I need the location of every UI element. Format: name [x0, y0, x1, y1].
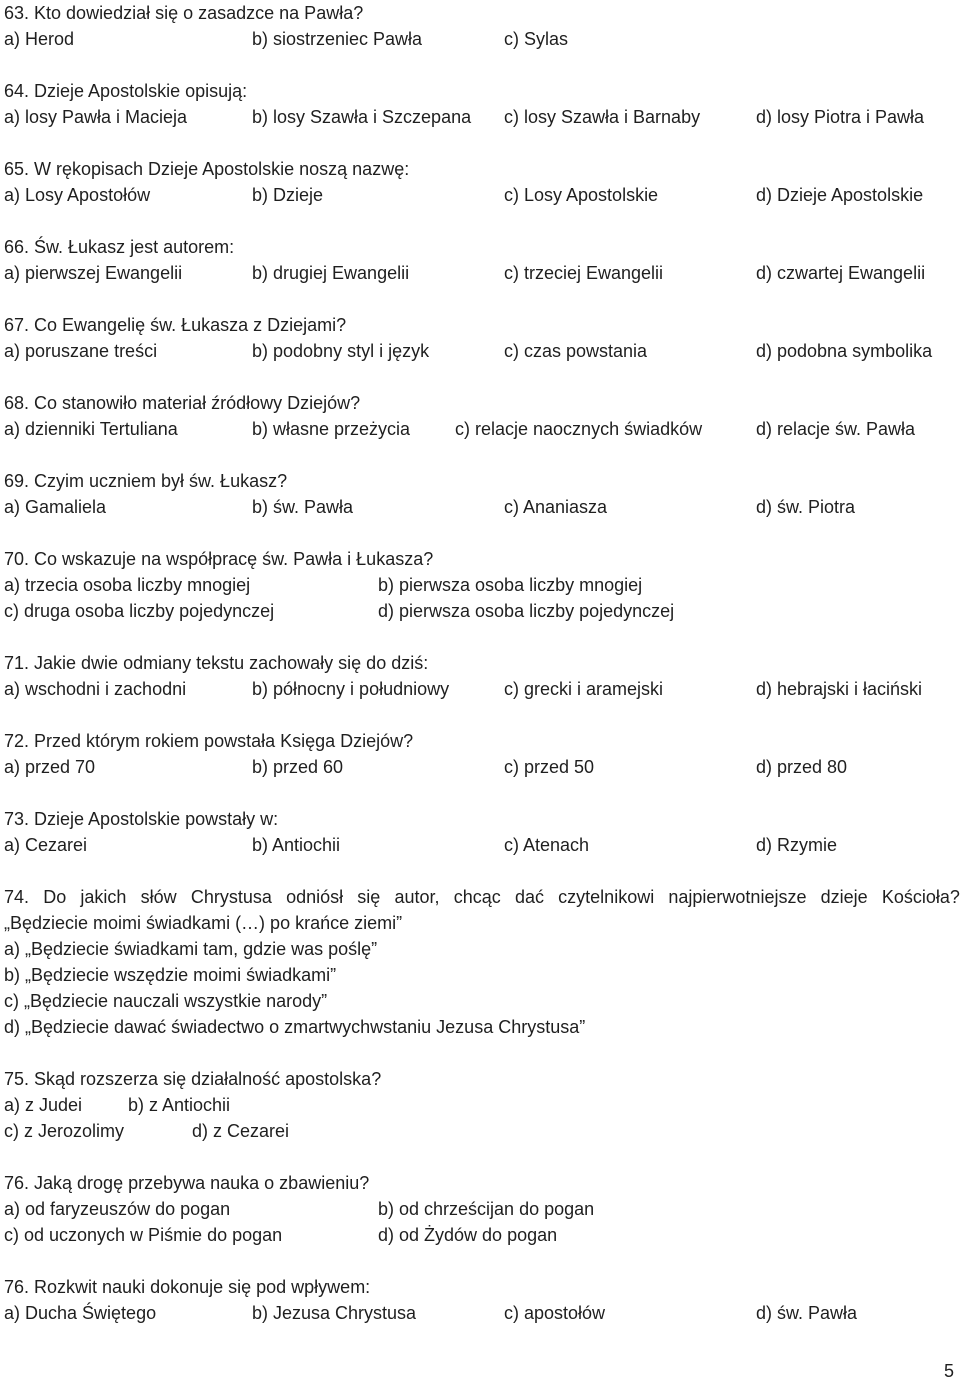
question-text: 65. W rękopisach Dzieje Apostolskie noszą nazwę: — [4, 159, 410, 179]
answer-a: a) Ducha Świętego — [4, 1303, 157, 1323]
question-64 — [4, 78, 956, 130]
question-text: 63. Kto dowiedział się o zasadzce na Pawła? — [4, 3, 364, 23]
question-76-first — [4, 1170, 956, 1248]
question-text: 71. Jakie dwie odmiany tekstu zachowały się do dziś: — [4, 653, 429, 673]
question-text: 68. Co stanowiło materiał źródłowy Dziejów? — [4, 393, 361, 413]
question-72 — [4, 728, 956, 780]
question-69 — [4, 468, 956, 520]
question-65 — [4, 156, 956, 208]
answer-a: a) Herod — [4, 29, 75, 49]
answer-d: d) czwartej Ewangelii — [756, 263, 926, 283]
answer-d: d) od Żydów do pogan — [378, 1225, 558, 1245]
quiz-page — [4, 0, 960, 1326]
answer-a: a) przed 70 — [4, 757, 96, 777]
question-73 — [4, 806, 956, 858]
answer-d: d) podobna symbolika — [756, 341, 933, 361]
answer-a: a) trzecia osoba liczby mnogiej — [4, 575, 251, 595]
answer-c: c) Ananiasza — [504, 497, 608, 517]
answer-d: d) z Cezarei — [192, 1121, 290, 1141]
answer-c: c) przed 50 — [504, 757, 595, 777]
question-text: 66. Św. Łukasz jest autorem: — [4, 237, 235, 257]
answer-b: b) Dzieje — [252, 185, 324, 205]
answer-c: c) Sylas — [504, 29, 569, 49]
answer-a: a) Cezarei — [4, 835, 88, 855]
answer-d: d) Rzymie — [756, 835, 838, 855]
answer-a: a) wschodni i zachodni — [4, 679, 187, 699]
answer-b: b) pierwsza osoba liczby mnogiej — [378, 575, 643, 595]
answer-b: b) św. Pawła — [252, 497, 354, 517]
answer-d: d) hebrajski i łaciński — [756, 679, 923, 699]
question-text: 70. Co wskazuje na współpracę św. Pawła i Łukasza? — [4, 549, 434, 569]
answer-a: a) Gamaliela — [4, 497, 107, 517]
answer-a: a) pierwszej Ewangelii — [4, 263, 183, 283]
answer-a: a) dzienniki Tertuliana — [4, 419, 178, 439]
answer-a: a) Losy Apostołów — [4, 185, 151, 205]
answer-a: a) od faryzeuszów do pogan — [4, 1199, 231, 1219]
answer-d: d) pierwsza osoba liczby pojedynczej — [378, 601, 675, 621]
answer-d: d) Dzieje Apostolskie — [756, 185, 924, 205]
answer-b: b) własne przeżycia — [252, 419, 411, 439]
question-71 — [4, 650, 956, 702]
answer-c: c) grecki i aramejski — [504, 679, 664, 699]
answer-a: a) z Judei — [4, 1095, 83, 1115]
answer-d: d) św. Pawła — [756, 1303, 858, 1323]
question-text: 69. Czyim uczniem był św. Łukasz? — [4, 471, 288, 491]
answer-d: d) przed 80 — [756, 757, 848, 777]
question-text: 72. Przed którym rokiem powstała Księga Dziejów? — [4, 731, 414, 751]
question-text: 76. Rozkwit nauki dokonuje się pod wpływem: — [4, 1277, 371, 1297]
question-63 — [4, 0, 956, 52]
scripture-quote: „Będziecie moimi świadkami (…) po krańce ziemi” — [4, 913, 403, 933]
answer-c: c) losy Szawła i Barnaby — [504, 107, 701, 127]
answer-c: c) druga osoba liczby pojedynczej — [4, 601, 275, 621]
answer-c: c) Atenach — [504, 835, 590, 855]
question-66 — [4, 234, 956, 286]
answer-c: c) czas powstania — [504, 341, 648, 361]
answer-d: d) relacje św. Pawła — [756, 419, 916, 439]
question-text: 67. Co Ewangelię św. Łukasza z Dziejami? — [4, 315, 347, 335]
answer-c: c) relacje naocznych świadków — [455, 419, 703, 439]
question-text: 64. Dzieje Apostolskie opisują: — [4, 81, 248, 101]
answer-c: c) od uczonych w Piśmie do pogan — [4, 1225, 283, 1245]
answer-d: d) „Będziecie dawać świadectwo o zmartwychwstaniu Jezusa Chrystusa” — [4, 1017, 586, 1037]
question-text: 75. Skąd rozszerza się działalność apostolska? — [4, 1069, 382, 1089]
answer-b: b) siostrzeniec Pawła — [252, 29, 423, 49]
answer-c: c) trzeciej Ewangelii — [504, 263, 664, 283]
answer-c: c) Losy Apostolskie — [504, 185, 659, 205]
answer-b: b) Antiochii — [252, 835, 341, 855]
answer-b: b) drugiej Ewangelii — [252, 263, 410, 283]
question-70 — [4, 546, 956, 624]
answer-d: d) św. Piotra — [756, 497, 856, 517]
answer-d: d) losy Piotra i Pawła — [756, 107, 925, 127]
question-74 — [4, 884, 960, 1040]
question-text: 73. Dzieje Apostolskie powstały w: — [4, 809, 279, 829]
answer-b: b) od chrześcijan do pogan — [378, 1199, 595, 1219]
answer-c: c) z Jerozolimy — [4, 1121, 125, 1141]
question-text: 76. Jaką drogę przebywa nauka o zbawieniu? — [4, 1173, 370, 1193]
answer-a: a) „Będziecie świadkami tam, gdzie was poślę” — [4, 939, 378, 959]
answer-a: a) poruszane treści — [4, 341, 158, 361]
question-text: 74. Do jakich słów Chrystusa odniósł się autor, chcąc dać czytelnikowi najpierwotniejsze dzieje Kościoła? — [4, 887, 960, 907]
answer-c: c) apostołów — [504, 1303, 606, 1323]
question-75 — [4, 1066, 956, 1144]
answer-b: b) północny i południowy — [252, 679, 450, 699]
question-68 — [4, 390, 956, 442]
answer-b: b) „Będziecie wszędzie moimi świadkami” — [4, 965, 337, 985]
answer-b: b) z Antiochii — [128, 1095, 231, 1115]
question-76-second — [4, 1274, 956, 1326]
answer-b: b) podobny styl i język — [252, 341, 430, 361]
answer-b: b) losy Szawła i Szczepana — [252, 107, 472, 127]
answer-b: b) Jezusa Chrystusa — [252, 1303, 417, 1323]
page-number: 5 — [943, 1361, 954, 1381]
question-67 — [4, 312, 956, 364]
answer-a: a) losy Pawła i Macieja — [4, 107, 188, 127]
answer-b: b) przed 60 — [252, 757, 344, 777]
answer-c: c) „Będziecie nauczali wszystkie narody” — [4, 991, 328, 1011]
